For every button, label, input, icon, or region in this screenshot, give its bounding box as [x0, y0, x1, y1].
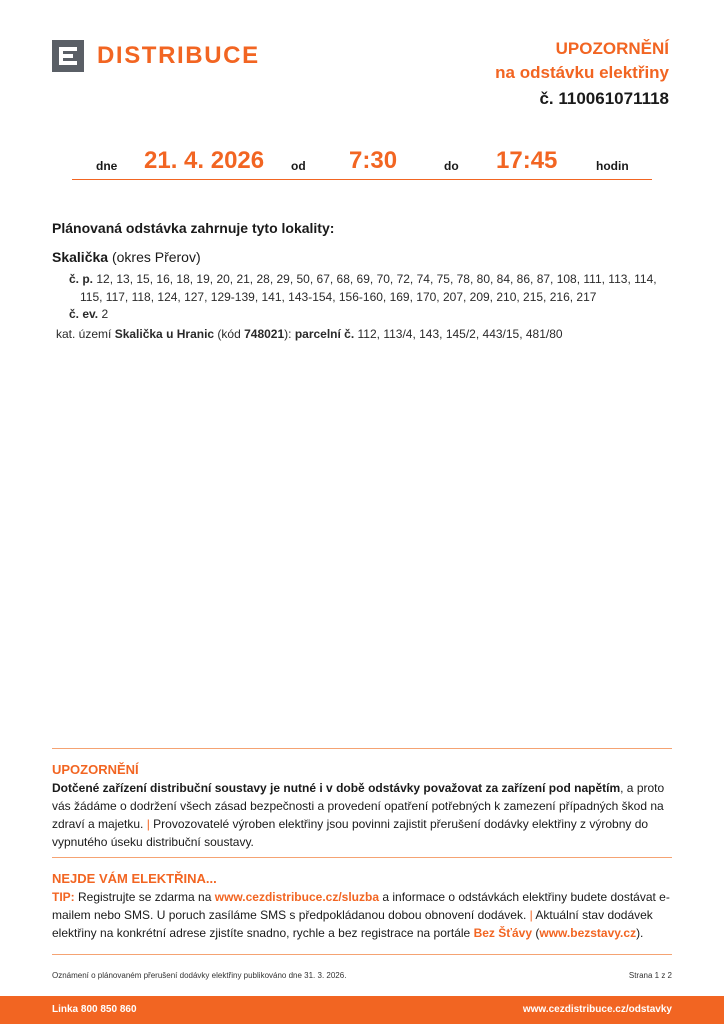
evidence-numbers [69, 305, 679, 323]
cp-values-line1: 12, 13, 15, 16, 18, 19, 20, 21, 28, 29, 50, 67, 68, 69, 70, 72, 74, 75, 78, 80, 84, 86, 87, 108, 111, 113, 114, [93, 272, 657, 286]
warning-bold: Dotčené zařízení distribuční soustavy je nutné i v době odstávky považovat za zařízení pod napětím [52, 781, 621, 795]
warning-text2: Provozovatelé výroben elektřiny jsou povinni zajistit přerušení dodávky elektřiny z výrobny do vypnutého úseku distribuční soustavy. [52, 817, 649, 849]
kat-code-prefix: (kód [214, 327, 245, 341]
ev-label: č. ev. [69, 307, 99, 321]
section-divider [52, 748, 672, 749]
registration-link[interactable]: www.cezdistribuce.cz/sluzba [214, 890, 380, 904]
to-label: do [444, 159, 459, 173]
kat-code-suffix: ): [284, 327, 295, 341]
town-name: Skalička [52, 249, 109, 265]
section-divider [52, 857, 672, 858]
tip-label: TIP: [52, 890, 75, 904]
kat-prefix: kat. území [56, 327, 115, 341]
info-pipe: | [526, 908, 536, 922]
notice-subheading: na odstávku elektřiny [495, 63, 669, 82]
outage-end-time: 17:45 [496, 147, 558, 174]
outage-date: 21. 4. 2026 [144, 147, 265, 174]
ev-values: 2 [98, 307, 109, 321]
info-text4: ( [532, 926, 540, 940]
page-number: Strana 1 z 2 [628, 971, 672, 980]
footer-bar [0, 996, 724, 1024]
outages-website-link[interactable]: www.cezdistribuce.cz/odstavky [522, 1004, 672, 1015]
warning-heading: UPOZORNĚNÍ [52, 762, 139, 777]
info-text3: Aktuální stav dodávek elektřiny na konkrétní adrese zjistíte snadno, rychle a bez registrace na portále [52, 908, 653, 940]
warning-text [52, 779, 677, 851]
info-text [52, 888, 677, 942]
info-text5: ). [636, 926, 644, 940]
info-text2: a informace o odstávkách elektřiny budete dostávat e-mailem nebo SMS. U poruch zasíláme SMS s předpokládanou dobou obnovení dodávek. [52, 890, 670, 922]
from-label: od [291, 159, 306, 173]
portal-link[interactable]: www.bezstavy.cz [539, 926, 637, 940]
kat-code: 748021 [244, 327, 285, 341]
company-logo [52, 40, 260, 72]
parcel-values: 112, 113/4, 143, 145/2, 443/15, 481/80 [354, 327, 563, 341]
date-label: dne [96, 159, 118, 173]
warning-pipe: | [143, 817, 154, 831]
kat-name: Skalička u Hranic [114, 327, 215, 341]
hotline-phone[interactable]: Linka 800 850 860 [52, 1004, 137, 1015]
notice-title [495, 38, 669, 112]
outage-schedule [72, 148, 652, 180]
section-divider [52, 954, 672, 955]
town-district: (okres Přerov) [108, 249, 201, 265]
logo-text: DISTRIBUCE [97, 42, 260, 69]
portal-name: Bez Šťávy [473, 926, 533, 940]
notice-heading: UPOZORNĚNÍ [555, 39, 669, 58]
locations-heading: Plánovaná odstávka zahrnuje tyto lokality: [52, 220, 335, 236]
outage-start-time: 7:30 [349, 147, 398, 174]
cadastral-line [52, 325, 662, 343]
hours-label: hodin [596, 159, 629, 173]
parcel-label: parcelní č. [294, 327, 355, 341]
publication-note: Oznámení o plánovaném přerušení dodávky elektřiny publikováno dne 31. 3. 2026. [52, 971, 347, 980]
house-numbers [69, 270, 679, 306]
cp-values-line2: 115, 117, 118, 124, 127, 129-139, 141, 143-154, 156-160, 169, 170, 207, 209, 210, 215, 216, 217 [80, 290, 597, 304]
info-heading: NEJDE VÁM ELEKTŘINA... [52, 871, 217, 886]
cp-label: č. p. [69, 272, 94, 286]
info-text1: Registrujte se zdarma na [74, 890, 215, 904]
notice-number: č. 110061071118 [539, 89, 669, 108]
warning-text1: , a proto vás žádáme o dodržení všech zásad bezpečnosti a provedení opatření potřebných k zamezení případných škod na zdraví a majetku. [52, 781, 665, 831]
town-line [52, 249, 201, 265]
cez-logo-icon [52, 40, 84, 72]
